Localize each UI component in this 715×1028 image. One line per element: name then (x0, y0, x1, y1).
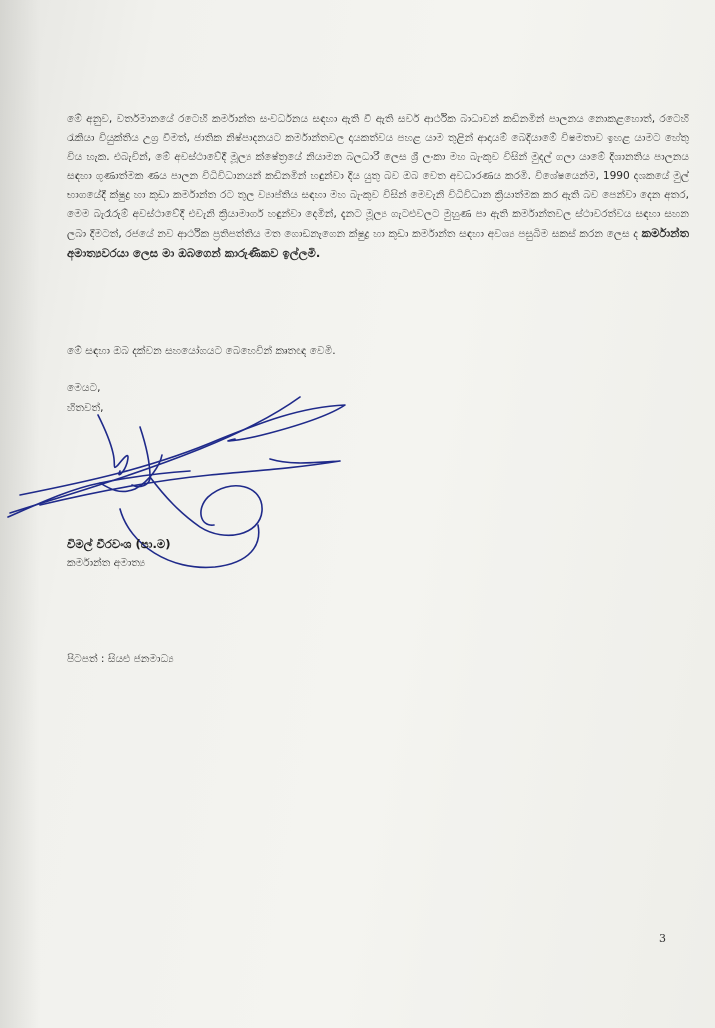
handwritten-signature (0, 385, 360, 575)
page-number: 3 (659, 932, 666, 945)
body-paragraph-text: මේ අනුව, වර්තමානයේ රටෙහි කර්මාන්ත සංවර්ධනය සඳහා ඇති වී ඇති සර්ව ආර්ථික බාධාවන් කඩිනමින් පාලනය නොකළහොත්, රටෙහි රැකියා වියුක්තිය උග්‍ර වීමත්, ජාතික නිෂ්පාදනයට කර්මාන්තවල දායකත්වය පහළ යාම තුළින් ආදායම් බෙදියාමේ විෂමතාව ඉහළ යාමට හේතු විය හැක. එබැවින්, මේ අවස්ථාවේදී මූල්‍ය ක්ෂේත්‍රයේ නියාමන බලධාරී ලෙස ශ්‍රී ලංකා මහ බැංකුව විසින් මුදල් ගලා යාමේ දිශානතිය පාලනය සඳහා ගුණාත්මක ණය පාලන විධිවිධානයන් කඩිනමින් හඳුන්වා දිය යුතු බව ඔබ වෙත අවධාරණය කරමි. විශේෂයෙන්ම, 1990 දශකයේ මුල් භාගයේදී ක්ෂුද්‍ර හා කුඩා කර්මාන්ත රට තුල ව්‍යාප්තිය සඳහා මහ බැංකුව විසින් මෙවැනි විධිවිධාන ක්‍රියාත්මක කර ඇති බව පෙන්වා දෙන අතර, මෙම බැරෑරුම් අවස්ථාවේදී එවැනි ක්‍රියාමාර්ග හඳුන්වා දෙමින්, දැනට මූල්‍ය ගැටළුවලට මුහුණ පා ඇති කර්මාන්තවල ස්ථාවරත්වය සඳහා සහන ලබා දීමටත්, රජයේ නව ආර්ථික ප්‍රතිපත්තිය මත ගොඩනැගෙන ක්ෂුද්‍ර හා කුඩා කර්මාන්ත සඳහා අවශ්‍ය පසුබිම සකස් කරන ලෙස ද (67, 113, 689, 240)
thanks-line: මේ සඳහා ඔබ දක්වන සහයෝගයට බෙහෙවින් කෘතඥ වෙමි. (67, 345, 336, 357)
body-paragraph (67, 110, 689, 264)
closing-line-2: හිතවත්, (67, 402, 104, 414)
signer-name: විමල් වීරවංශ (පා.ම) (67, 537, 171, 551)
body-paragraph-bold-request: කර්මාන්ත අමාත්‍යවරයා ලෙස මා ඔබගෙන් කාරුණිකව ඉල්ලමි. (67, 226, 690, 260)
signer-title: කර්මාන්ත අමාත්‍ය (67, 557, 146, 569)
closing-line-1: මෙයට, (67, 382, 101, 394)
copy-to-line: පිටපත් : සියළු ජනමාධ්‍ය (67, 653, 174, 665)
